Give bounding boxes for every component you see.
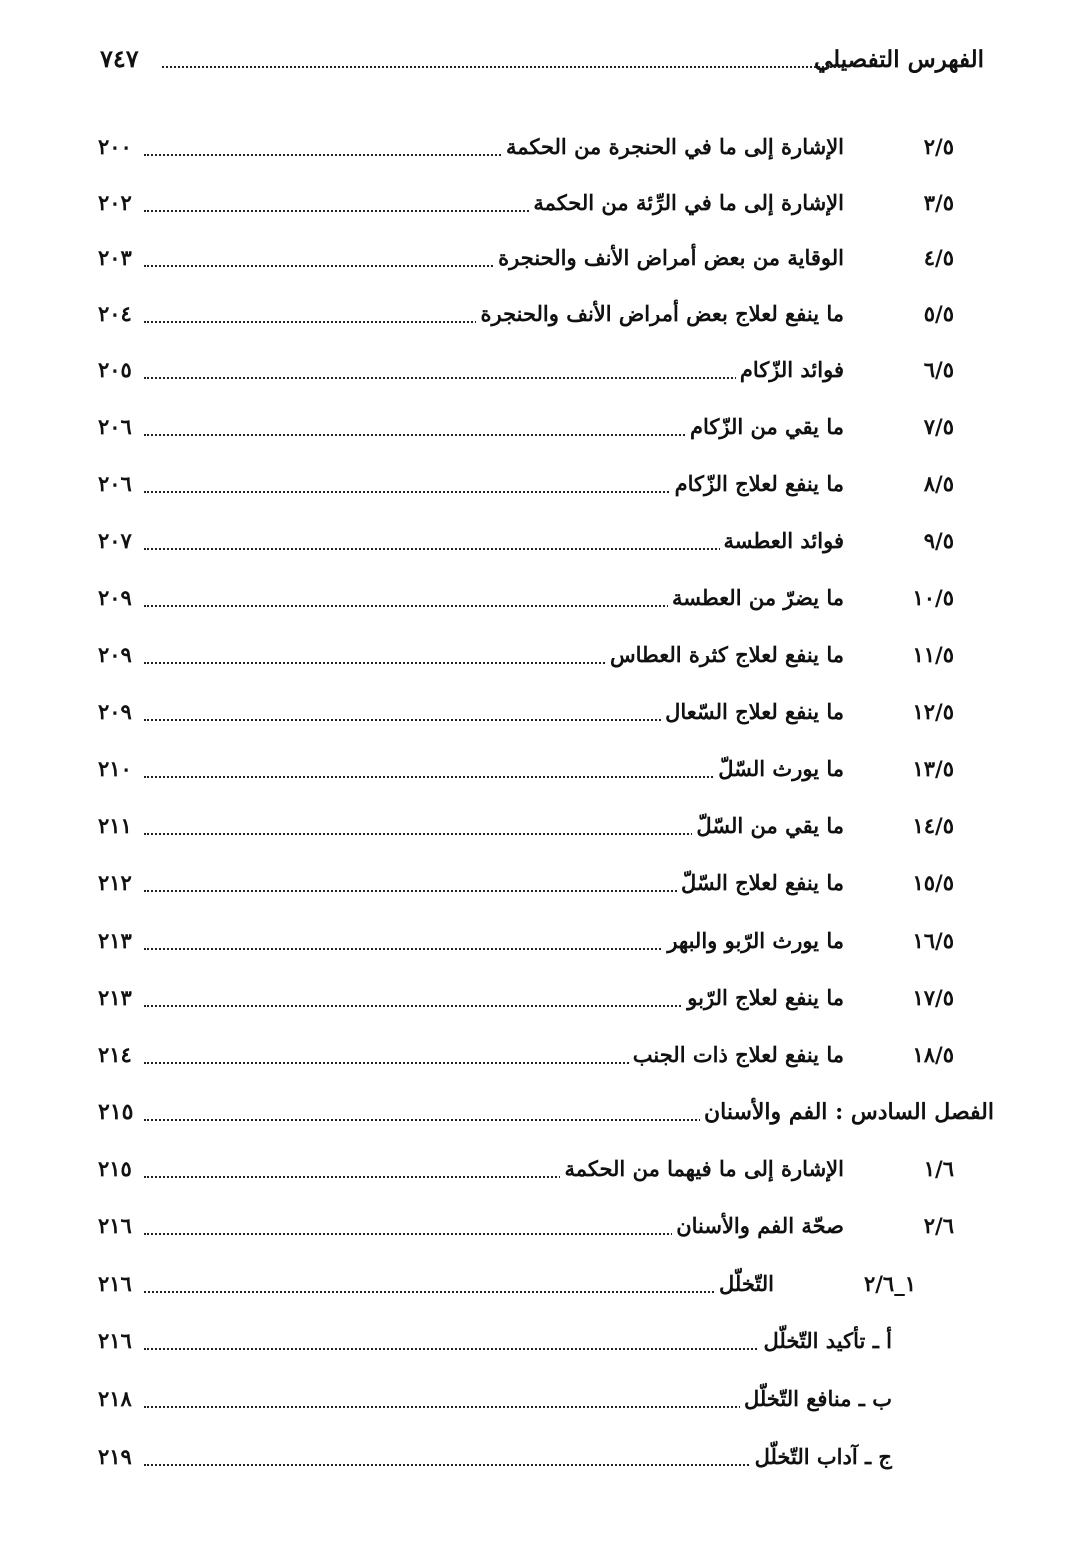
entry-number: ١٦/٥ xyxy=(912,928,954,953)
toc-entry xyxy=(98,524,994,564)
entry-page: ٢٠٥ xyxy=(98,357,132,382)
toc-entry xyxy=(98,581,994,621)
entry-number: ١٠/٥ xyxy=(912,585,954,610)
entry-page: ٢١٠ xyxy=(98,756,132,781)
entry-title: ما يقي من السّلّ xyxy=(692,813,844,838)
toc-entry xyxy=(98,186,994,226)
entry-page: ٢٠٩ xyxy=(98,699,132,724)
header-title: الفهرس التفصيلي xyxy=(813,46,984,73)
entry-title: ما يقي من الزّكام xyxy=(686,414,844,439)
entry-page: ٢١٣ xyxy=(98,928,132,953)
entry-title: فوائد الزّكام xyxy=(736,357,844,382)
entry-title: فوائد العطسة xyxy=(720,528,844,553)
entry-number: ١٢/٥ xyxy=(912,699,954,724)
toc-sub-sub-entry xyxy=(98,1382,994,1422)
entry-page: ٢٠٦ xyxy=(98,471,132,496)
entry-page: ٢١٤ xyxy=(98,1042,132,1067)
entry-title: الوقاية من بعض أمراض الأنف والحنجرة xyxy=(494,245,844,270)
chapter-title: الفصل السادس : الفم والأسنان xyxy=(700,1099,994,1125)
toc-entry xyxy=(98,353,994,393)
entry-title: ما ينفع لعلاج بعض أمراض الأنف والحنجرة xyxy=(476,301,844,326)
sub-sub-entry-title: ب ـ منافع التّخلّل xyxy=(740,1386,892,1411)
entry-page: ٢٠٠ xyxy=(98,134,132,159)
entry-number: ١/٦ xyxy=(923,1156,954,1181)
toc-sub-sub-entry xyxy=(98,1324,994,1364)
entry-page: ٢١٣ xyxy=(98,985,132,1010)
entry-page: ٢١٦ xyxy=(98,1213,132,1238)
sub-sub-entry-page: ٢١٩ xyxy=(98,1444,132,1469)
entry-title: ما يضرّ من العطسة xyxy=(668,585,844,610)
entry-number: ١٧/٥ xyxy=(912,985,954,1010)
entry-title: الإشارة إلى ما في الحنجرة من الحكمة xyxy=(502,134,844,159)
entry-page: ٢٠٦ xyxy=(98,414,132,439)
entry-number: ١١/٥ xyxy=(912,642,954,667)
entry-page: ٢١١ xyxy=(98,813,132,838)
toc-sub-entry xyxy=(98,1267,994,1307)
toc-entry xyxy=(98,981,994,1021)
entry-title: ما يورث السّلّ xyxy=(714,756,844,781)
toc-entry xyxy=(98,1038,994,1078)
entry-page: ٢٠٩ xyxy=(98,642,132,667)
entry-number: ١٤/٥ xyxy=(912,813,954,838)
sub-sub-entry-page: ٢١٦ xyxy=(98,1328,132,1353)
entry-number: ٤/٥ xyxy=(923,245,954,270)
entry-page: ٢١٢ xyxy=(98,870,132,895)
sub-sub-entry-page: ٢١٨ xyxy=(98,1386,132,1411)
toc-entry xyxy=(98,1209,994,1249)
entry-number: ٥/٥ xyxy=(923,301,954,326)
entry-number: ٦/٥ xyxy=(923,357,954,382)
entry-title: الإشارة إلى ما فيهما من الحكمة xyxy=(560,1156,844,1181)
entry-number: ٨/٥ xyxy=(923,471,954,496)
toc-entry xyxy=(98,695,994,735)
entry-page: ٢٠٤ xyxy=(98,301,132,326)
toc-entry xyxy=(98,752,994,792)
entry-title: الإشارة إلى ما في الرِّئة من الحكمة xyxy=(529,190,844,215)
toc-sub-sub-entry xyxy=(98,1440,994,1480)
entry-number: ٣/٥ xyxy=(923,190,954,215)
entry-number: ٩/٥ xyxy=(923,528,954,553)
toc-entry xyxy=(98,130,994,170)
entry-number: ٢/٥ xyxy=(923,134,954,159)
toc-entry xyxy=(98,809,994,849)
toc-entry xyxy=(98,297,994,337)
chapter-page: ٢١٥ xyxy=(98,1099,134,1125)
entry-title: صحّة الفم والأسنان xyxy=(672,1213,844,1238)
entry-page: ٢٠٩ xyxy=(98,585,132,610)
entry-number: ١٣/٥ xyxy=(912,756,954,781)
entry-page: ٢٠٧ xyxy=(98,528,132,553)
entry-number: ١٨/٥ xyxy=(912,1042,954,1067)
toc-entry xyxy=(98,924,994,964)
header-page-number: ٧٤٧ xyxy=(100,44,139,73)
toc-entry xyxy=(98,241,994,281)
header-leader-dots xyxy=(162,66,844,68)
toc-entry xyxy=(98,866,994,906)
entry-title: ما ينفع لعلاج الزّكام xyxy=(671,471,844,496)
toc-entry xyxy=(98,410,994,450)
entry-page: ٢٠٢ xyxy=(98,190,132,215)
running-header xyxy=(100,40,984,90)
toc-entry xyxy=(98,1152,994,1192)
entry-title: ما يورث الرّبو والبهر xyxy=(663,928,844,953)
entry-title: ما ينفع لعلاج ذات الجنب xyxy=(629,1042,844,1067)
sub-entry-title: التّخلّل xyxy=(715,1271,774,1296)
sub-sub-entry-title: أ ـ تأكيد التّخلّل xyxy=(759,1328,892,1353)
toc-entry xyxy=(98,467,994,507)
sub-entry-page: ٢١٦ xyxy=(98,1271,132,1296)
entry-number: ١٥/٥ xyxy=(912,870,954,895)
entry-number: ٢/٦ xyxy=(923,1213,954,1238)
entry-page: ٢١٥ xyxy=(98,1156,132,1181)
toc-entry xyxy=(98,638,994,678)
entry-page: ٢٠٣ xyxy=(98,245,132,270)
entry-title: ما ينفع لعلاج الرّبو xyxy=(683,985,844,1010)
leader-dots xyxy=(144,1291,774,1293)
sub-sub-entry-title: ج ـ آداب التّخلّل xyxy=(751,1444,892,1469)
entry-title: ما ينفع لعلاج السّعال xyxy=(661,699,844,724)
entry-title: ما ينفع لعلاج السّلّ xyxy=(677,870,844,895)
chapter-heading xyxy=(98,1095,994,1135)
entry-title: ما ينفع لعلاج كثرة العطاس xyxy=(606,642,844,667)
entry-number: ٧/٥ xyxy=(923,414,954,439)
sub-entry-number: ١_٢/٦ xyxy=(863,1271,916,1296)
